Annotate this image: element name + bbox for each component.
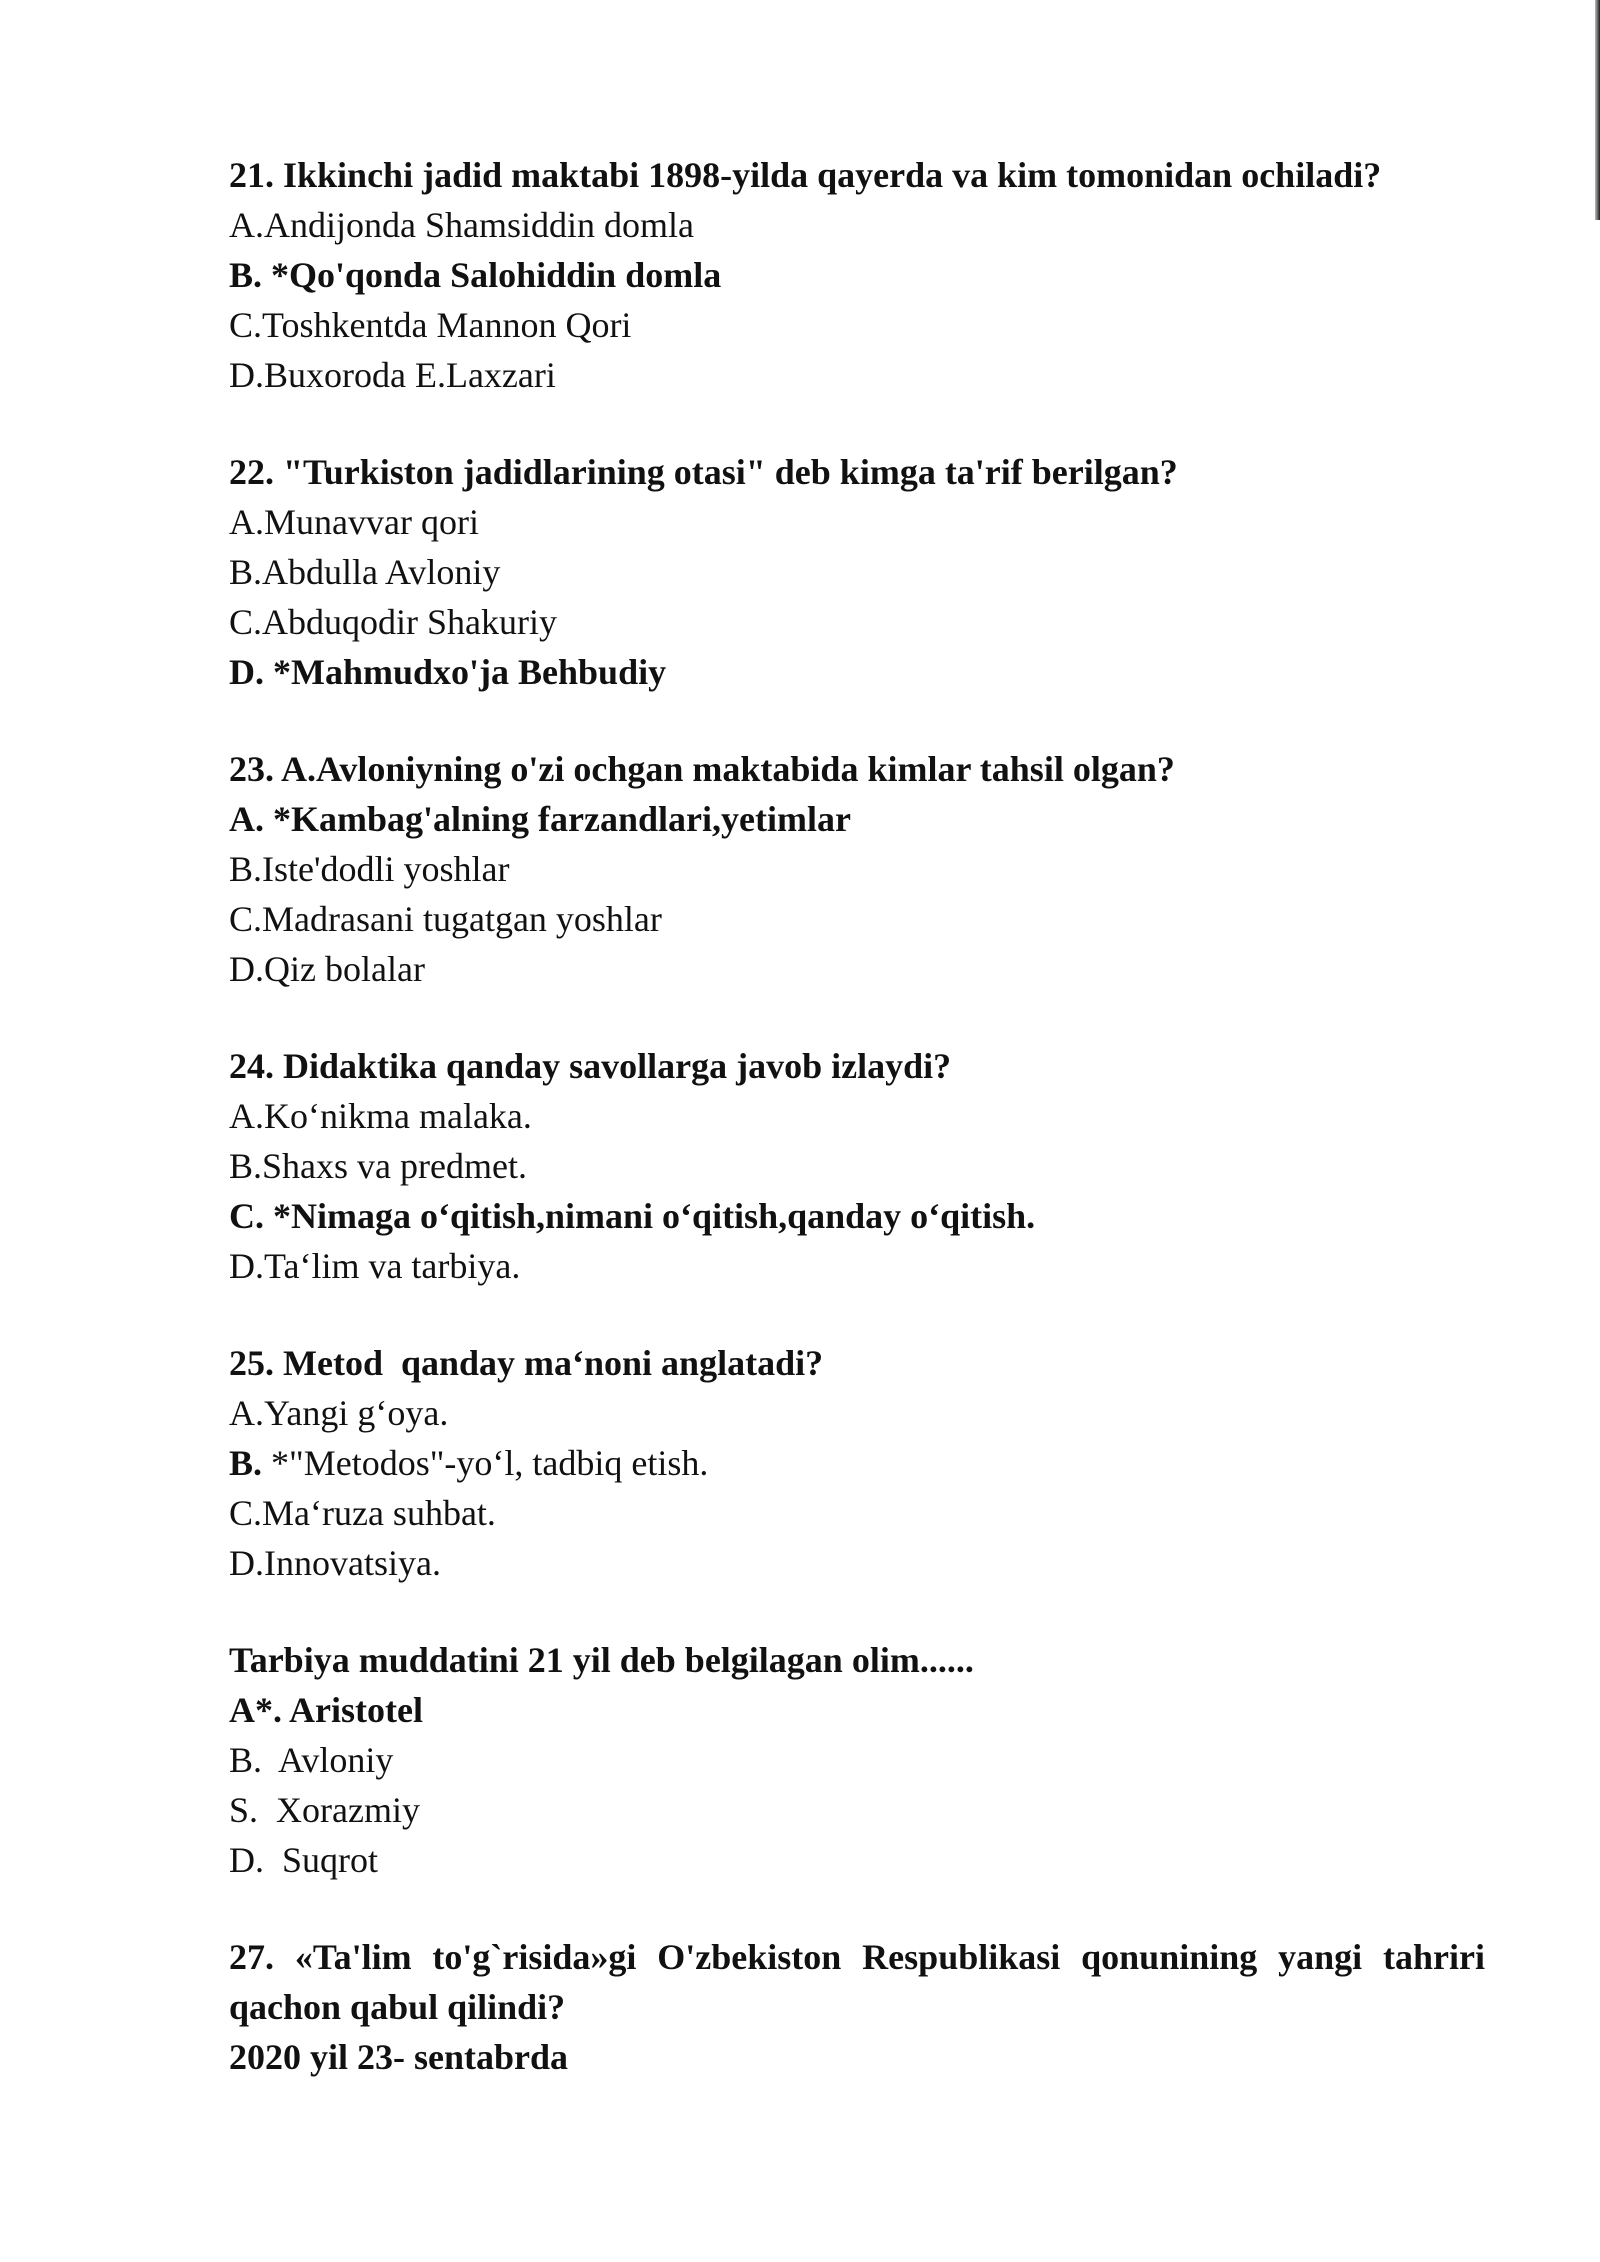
option-d: D.Ta‘lim va tarbiya. bbox=[229, 1246, 521, 1286]
answer-text: 2020 yil 23- sentabrda bbox=[229, 2037, 569, 2077]
option-b: B.Abdulla Avloniy bbox=[229, 552, 501, 592]
option-s: S. Xorazmiy bbox=[229, 1790, 420, 1830]
option-c: C.Toshkentda Mannon Qori bbox=[229, 305, 632, 345]
question-text: 21. Ikkinchi jadid maktabi 1898-yilda qayerda va kim tomonidan ochiladi? bbox=[229, 155, 1382, 195]
option-a: A.Ko‘nikma malaka. bbox=[229, 1096, 532, 1136]
question-block-27 bbox=[229, 1932, 1485, 2082]
question-text: Tarbiya muddatini 21 yil deb belgilagan olim...... bbox=[229, 1640, 974, 1680]
option-a: A.Yangi g‘oya. bbox=[229, 1393, 449, 1433]
option-c: C.Madrasani tugatgan yoshlar bbox=[229, 899, 662, 939]
spacer bbox=[229, 994, 1485, 1041]
option-b-correct bbox=[229, 1438, 1485, 1488]
option-b: B.Iste'dodli yoshlar bbox=[229, 849, 510, 889]
option-letter: B. bbox=[229, 1443, 272, 1483]
spacer bbox=[229, 1291, 1485, 1338]
spacer bbox=[229, 400, 1485, 447]
question-text: 23. A.Avloniyning o'zi ochgan maktabida kimlar tahsil olgan? bbox=[229, 749, 1175, 789]
question-block-23 bbox=[229, 744, 1485, 994]
option-b: B.Shaxs va predmet. bbox=[229, 1146, 527, 1186]
option-d: D.Innovatsiya. bbox=[229, 1543, 441, 1583]
option-b: B. Avloniy bbox=[229, 1740, 394, 1780]
question-text-line-2: qachon qabul qilindi? bbox=[229, 1987, 566, 2027]
question-block-24 bbox=[229, 1041, 1485, 1291]
option-a: A.Munavvar qori bbox=[229, 502, 479, 542]
option-b-correct: B. *Qo'qonda Salohiddin domla bbox=[229, 255, 722, 295]
spacer bbox=[229, 697, 1485, 744]
spacer bbox=[229, 1885, 1485, 1932]
question-text: 22. "Turkiston jadidlarining otasi" deb kimga ta'rif berilgan? bbox=[229, 452, 1178, 492]
question-text-line-1: 27. «Ta'lim to'g`risida»gi O'zbekiston Respublikasi qonunining yangi tahriri bbox=[229, 1937, 1485, 1977]
option-d: D. Suqrot bbox=[229, 1840, 379, 1880]
option-c: C.Abduqodir Shakuriy bbox=[229, 602, 557, 642]
option-d-correct: D. *Mahmudxo'ja Behbudiy bbox=[229, 652, 667, 692]
question-block-25 bbox=[229, 1338, 1485, 1588]
option-a: A.Andijonda Shamsiddin domla bbox=[229, 205, 694, 245]
option-text: *"Metodos"-yo‘l, tadbiq etish. bbox=[271, 1443, 709, 1483]
option-c: C.Ma‘ruza suhbat. bbox=[229, 1493, 496, 1533]
option-a-correct: A*. Aristotel bbox=[229, 1690, 423, 1730]
option-d: D.Qiz bolalar bbox=[229, 949, 425, 989]
option-c-correct: C. *Nimaga o‘qitish,nimani o‘qitish,qanday o‘qitish. bbox=[229, 1196, 1036, 1236]
spacer bbox=[229, 1588, 1485, 1635]
question-text: 24. Didaktika qanday savollarga javob izlaydi? bbox=[229, 1046, 952, 1086]
quiz-content bbox=[229, 150, 1485, 2082]
question-text: 25. Metod qanday ma‘noni anglatadi? bbox=[229, 1343, 824, 1383]
option-a-correct: A. *Kambag'alning farzandlari,yetimlar bbox=[229, 799, 851, 839]
question-block-22 bbox=[229, 447, 1485, 697]
option-d: D.Buxoroda E.Laxzari bbox=[229, 355, 556, 395]
scan-edge-shadow bbox=[1595, 0, 1600, 220]
question-block-21 bbox=[229, 150, 1485, 400]
question-block-26 bbox=[229, 1635, 1485, 1885]
